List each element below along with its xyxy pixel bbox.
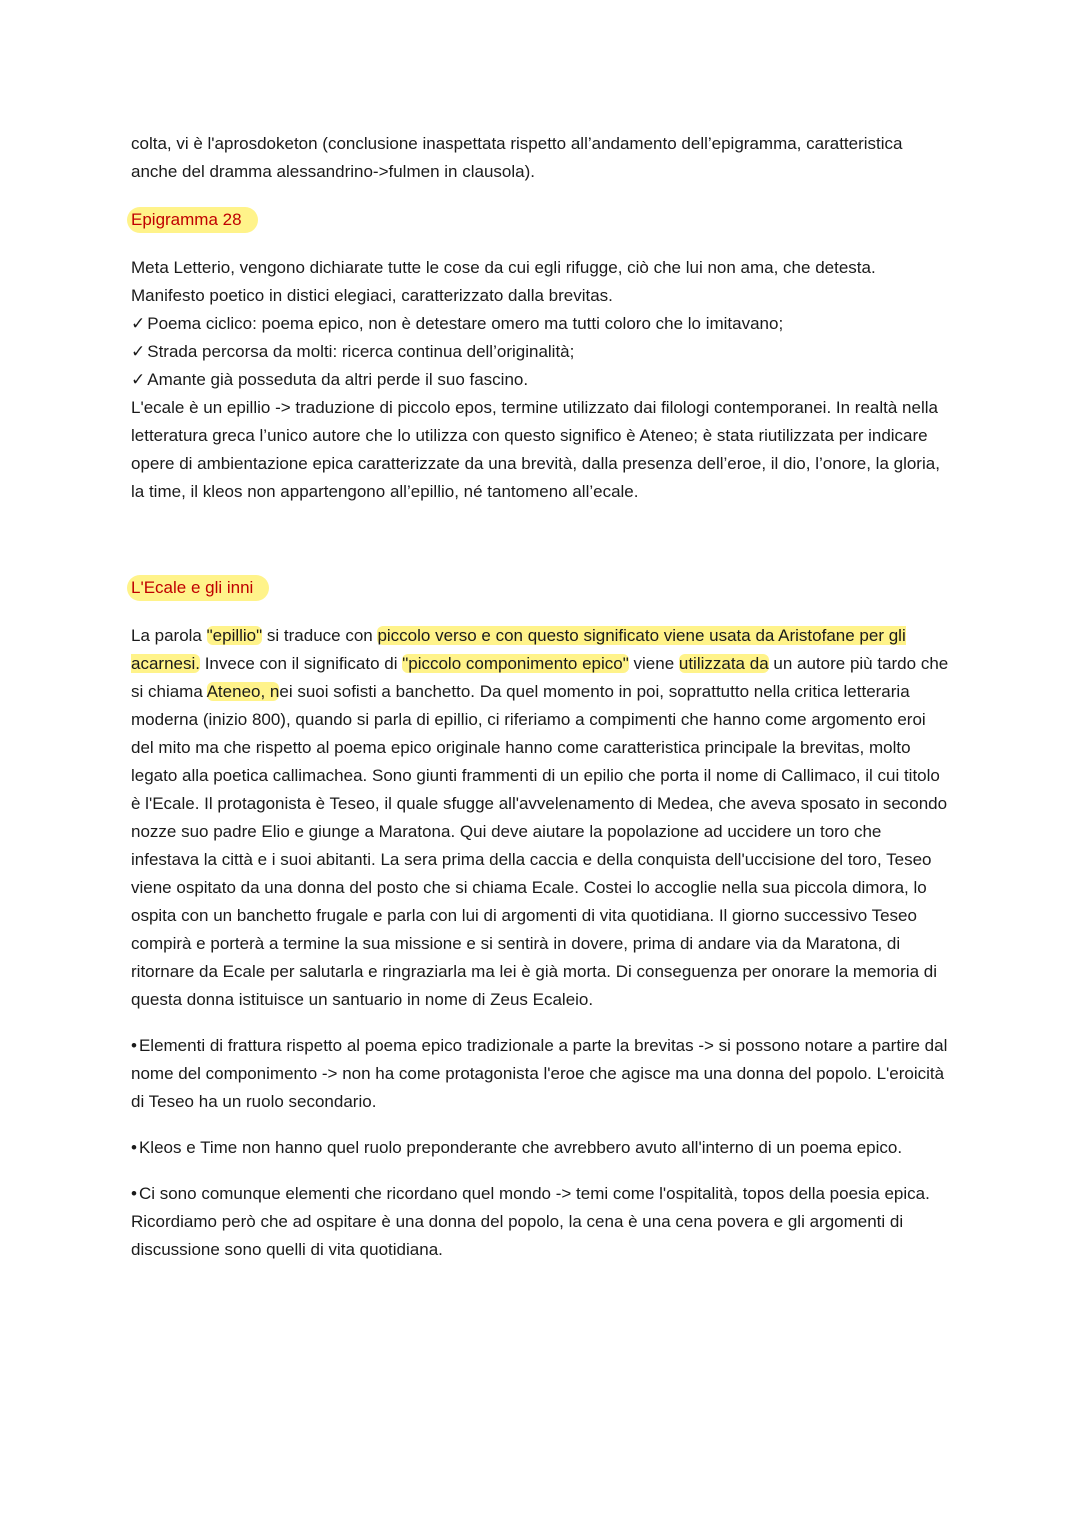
highlight-ateneo: Ateneo, n — [206, 682, 280, 701]
section1-paragraph-2: L'ecale è un epillio -> traduzione di piccolo epos, termine utilizzato dai filologi contemporanei. In realtà nella letteratura greca l’unico autore che lo utilizza con questo significo è Ateneo; è stata riutilizzata per indicare opere di ambientazione epica caratterizzate da una brevità, dalla presenza dell’eroe, il dio, l’onore, la gloria, la time, il kleos non appartengono all’epillio, né tantomeno all’ecale. — [131, 398, 940, 501]
text-run: si traduce con — [262, 626, 378, 645]
text-run: Invece con il significato di — [199, 654, 403, 673]
check-item-3: ✓ Amante già posseduta da altri perde il suo fascino. — [131, 366, 950, 394]
intro-paragraph: colta, vi è l'aprosdoketon (conclusione inaspettata rispetto all’andamento dell’epigramma, caratteristica anche del dramma alessandrino->fulmen in clausola). — [131, 134, 903, 181]
highlight-utilizzata-da: utilizzata da — [678, 654, 769, 673]
check-item-2: ✓ Strada percorsa da molti: ricerca continua dell’originalità; — [131, 338, 950, 366]
highlight-epillio: "epillio" — [206, 626, 263, 645]
text-run: viene — [628, 654, 679, 673]
text-run: La parola — [131, 626, 207, 645]
section-heading-epigramma-28: Epigramma 28 — [127, 207, 258, 233]
text-run: ei suoi sofisti a banchetto. Da quel momento in poi, soprattutto nella critica letteraria moderna (inizio 800), quando si parla di epillio, ci riferiamo a compimenti che hanno come argomento eroi del mito ma che rispetto al poema epico originale hanno come caratteristica principale la brevitas, molto legato alla poetica callimachea. Sono giunti frammenti di un epilio che porta il nome di Callimaco, il cui titolo è l'Ecale. Il protagonista è Teseo, il quale sfugge all'avvelenamento di Medea, che aveva sposato in secondo nozze suo padre Elio e giunge a Maratona. Qui deve aiutare la popolazione ad uccidere un toro che infestava la città e i suoi abitanti. La sera prima della caccia e della conquista dell'uccisione del toro, Teseo viene ospitato da una donna del posto che si chiama Ecale. Costei lo accoglie nella sua piccola dimora, lo ospita con un banchetto frugale e parla con lui di argomenti di vita quotidiana. Il giorno successivo Teseo compirà e porterà a termine la sua missione e si sentirà in dovere, prima di andare via da Maratona, di ritornare da Ecale per salutarla e ringraziarla ma lei è già morta. Di conseguenza per onorare la memoria di questa donna istituisce un santuario in nome di Zeus Ecaleio. — [131, 682, 948, 1009]
section-heading-wrap — [131, 206, 950, 234]
bullet-item-2: • Kleos e Time non hanno quel ruolo preponderante che avrebbero avuto all'interno di un poema epico. — [131, 1134, 950, 1162]
section1-paragraph-1: Meta Letterio, vengono dichiarate tutte le cose da cui egli rifugge, ciò che lui non ama, che detesta. Manifesto poetico in distici elegiaci, caratterizzato dalla brevitas. — [131, 258, 876, 305]
bullet-item-1: • Elementi di frattura rispetto al poema epico tradizionale a parte la brevitas -> si possono notare a partire dal nome del componimento -> non ha come protagonista l'eroe che agisce ma una donna del popolo. L'eroicità di Teseo ha un ruolo secondario. — [131, 1032, 950, 1116]
check-item-1: ✓ Poema ciclico: poema epico, non è detestare omero ma tutti coloro che lo imitavano; — [131, 310, 950, 338]
section-heading-ecale: L'Ecale e gli inni — [127, 575, 269, 601]
section-heading-wrap — [131, 574, 950, 602]
highlight-piccolo-verso: piccolo verso e con questo significato viene usata da Aristofane per gli acarnesi. — [131, 626, 906, 673]
highlight-piccolo-componimento: "piccolo componimento epico" — [402, 654, 629, 673]
section2-main-paragraph — [131, 622, 950, 1014]
text-run: un autore più tardo che si chiama — [131, 654, 949, 701]
bullet-item-3: • Ci sono comunque elementi che ricordano quel mondo -> temi come l'ospitalità, topos della poesia epica. Ricordiamo però che ad ospitare è una donna del popolo, la cena è una cena povera e gli argomenti di discussione sono quelli di vita quotidiana. — [131, 1180, 950, 1264]
